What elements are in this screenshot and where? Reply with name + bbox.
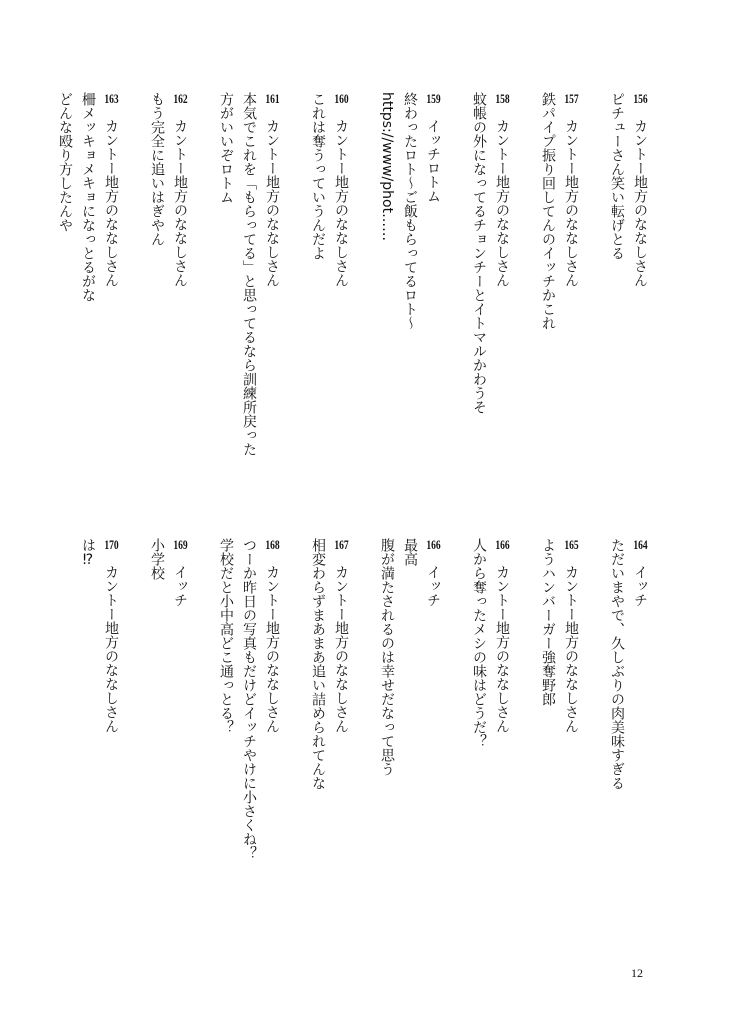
post-body-line: 柵メッキョメキョになっとるがな [80,92,96,302]
post-header [628,538,652,918]
post-author: カントー地方のななしさん [494,119,510,287]
post-158 [467,92,514,512]
post-160 [306,92,353,512]
post-header [329,538,353,918]
post-body-line: どんな殴り方したんや [57,92,73,232]
post-170 [76,538,123,918]
post-number: 168 [265,538,280,551]
post-header [490,538,514,918]
post-body-line: 人から奪ったメシの味はどうだ？ [471,538,487,748]
post-header [490,92,514,512]
post-body-line: つーか昨日の写真もだけどイッチやけに小さくね？ [241,538,257,860]
post-header [559,538,583,918]
post-header [99,538,123,918]
post-body-line: ようハンバーガー強奪野郎 [540,538,556,706]
post-author: イッチ [172,565,188,607]
post-161 [214,92,284,512]
post-header [260,92,284,512]
post-author: イッチ [632,565,648,607]
post-body-line: 学校だと小中高どこ通っとる？ [218,538,234,734]
post-author: カントー地方のななしさん [563,565,579,733]
post-author: カントー地方のななしさん [333,119,349,287]
post-body-line: 小学校 [149,538,165,580]
page-number: 12 [631,966,643,980]
post-body-line: 最高 [402,538,418,566]
post-number: 169 [173,538,188,551]
post-header [99,92,123,512]
post-number: 165 [564,538,579,551]
post-162 [145,92,192,512]
post-body-line: 相変わらずまあまあ追い詰められてんな [310,538,326,790]
post-number: 164 [633,538,648,551]
post-number: 159 [426,92,441,105]
post-number: 157 [564,92,579,105]
post-156 [605,92,652,512]
post-body-line: 本気でこれを「もらってる」と思ってるなら訓練所戻った [241,92,257,456]
post-number: 156 [633,92,648,105]
post-163 [53,92,123,512]
post-number: 170 [104,538,119,551]
post-header [329,92,353,512]
post-number: 166 [495,538,510,551]
post-author: カントー地方のななしさん [103,119,119,287]
post-157 [536,92,583,512]
post-author: イッチ [425,565,441,607]
post-body-line: ピチューさん笑い転げとる [609,92,625,260]
post-number: 162 [173,92,188,105]
post-number: 163 [104,92,119,105]
post-header [421,538,445,918]
post-body-line: 終わったロト～ご飯もらってるロト～ [402,92,418,330]
post-165 [536,538,583,918]
post-header [260,538,284,918]
post-number: 167 [334,538,349,551]
post-author: カントー地方のななしさん [632,119,648,287]
post-body-line: ただいまやで、久しぶりの肉美味すぎる [609,538,625,790]
post-author: カントー地方のななしさん [264,119,280,287]
post-body-line: もう完全に追いはぎやん [149,92,165,246]
post-159 [375,92,445,512]
post-author: カントー地方のななしさん [264,565,280,733]
post-number: 158 [495,92,510,105]
post-166-b [375,538,445,918]
post-header [421,92,445,512]
post-body-line: は⁉ [80,538,96,568]
post-body-line: 蚊帳の外になってるチョンチーとイトマルかわうそ [471,92,487,414]
post-body-line: 腹が満たされるのは幸せだなって思う [379,538,395,776]
post-166-a [467,538,514,918]
thread-section-top [53,92,652,512]
post-number: 166 [426,538,441,551]
post-link[interactable]: https://www/phot…… [379,92,395,242]
thread-section-bottom [76,538,652,918]
post-167 [306,538,353,918]
post-author: カントー地方のななしさん [172,119,188,287]
post-body-line: これは奪うっていうんだよ [310,92,326,260]
post-168 [214,538,284,918]
post-169 [145,538,192,918]
post-header [628,92,652,512]
post-author: カントー地方のななしさん [333,565,349,733]
post-author: カントー地方のななしさん [103,565,119,733]
post-author: カントー地方のななしさん [494,565,510,733]
post-body-line: 鉄パイプ振り回してんのイッチかこれ [540,92,556,330]
post-header [168,538,192,918]
post-number: 161 [265,92,280,105]
post-number: 160 [334,92,349,105]
post-header [168,92,192,512]
post-body-line: 方がいいぞロトム [218,92,234,204]
post-author: イッチロトム [425,119,441,203]
post-164 [605,538,652,918]
post-author: カントー地方のななしさん [563,119,579,287]
post-header [559,92,583,512]
